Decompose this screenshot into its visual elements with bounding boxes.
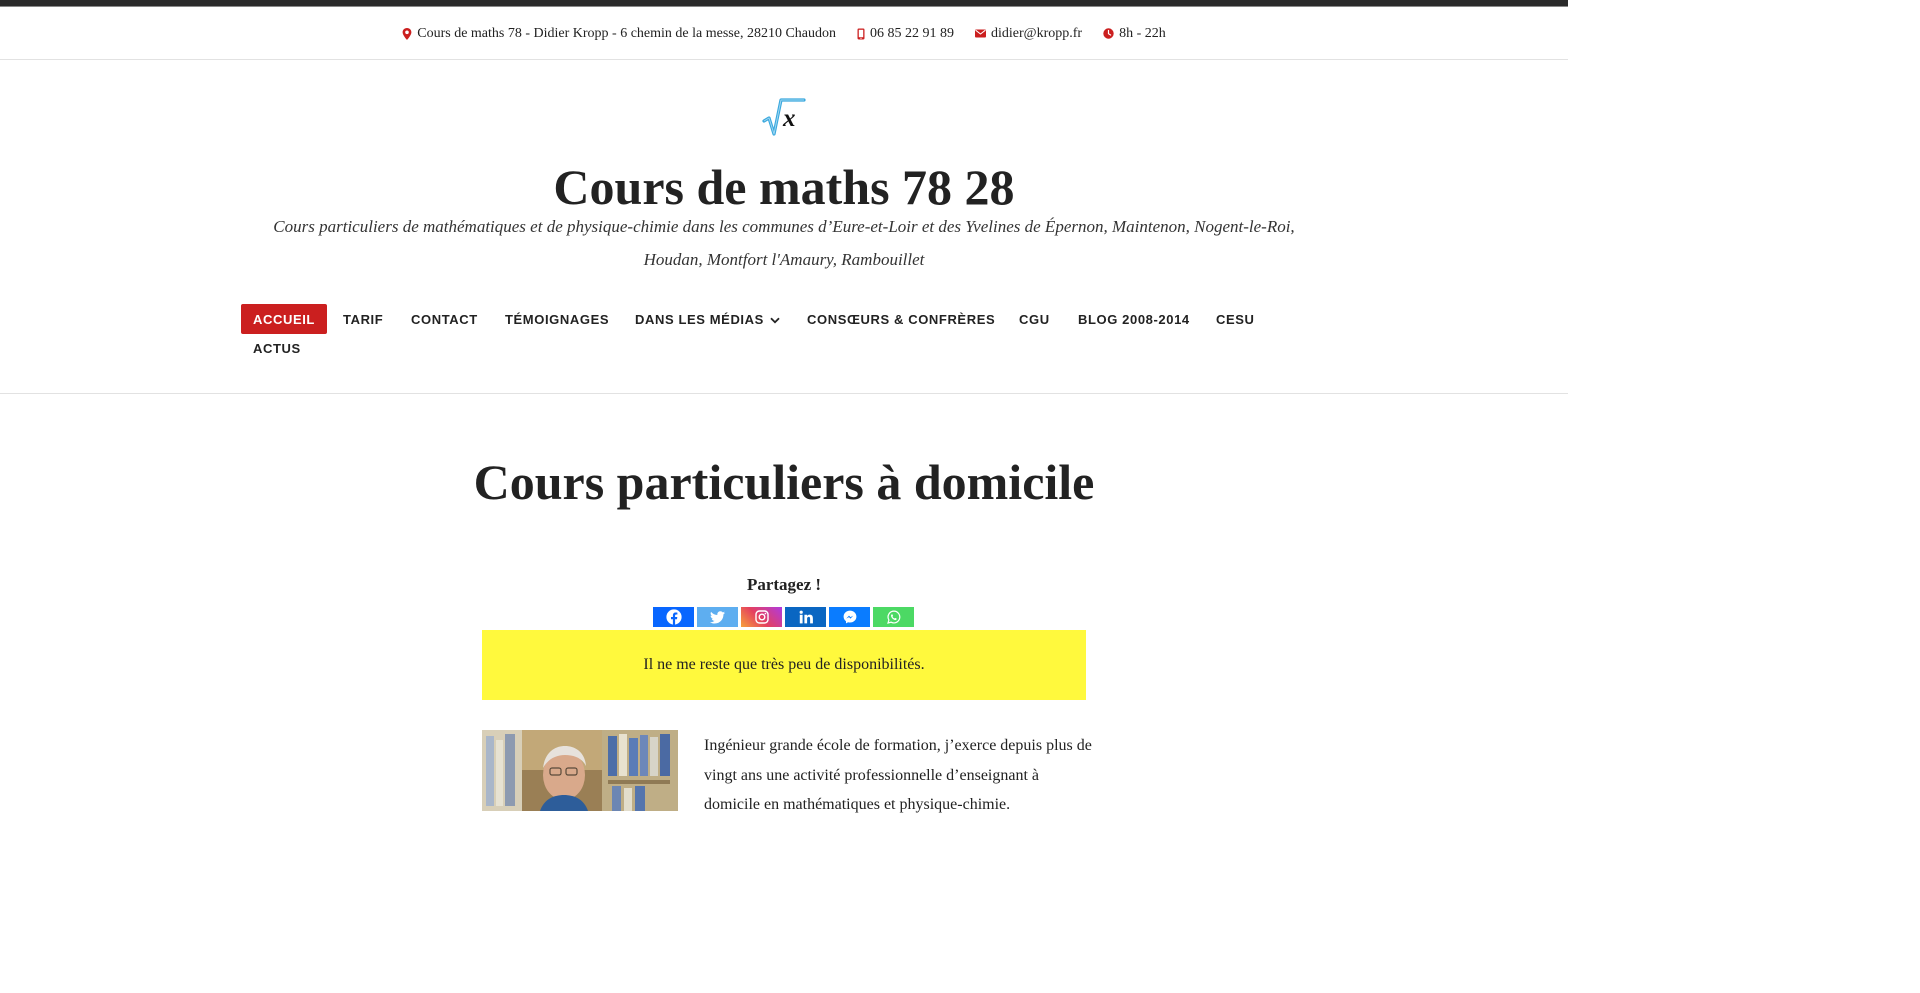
- nav-item-accueil[interactable]: ACCUEIL: [241, 304, 327, 334]
- share-twitter-button[interactable]: [697, 607, 738, 627]
- teacher-portrait-image: [482, 730, 678, 811]
- availability-notice-text: Il ne me reste que très peu de disponibilités.: [643, 656, 925, 673]
- share-messenger-button[interactable]: [829, 607, 870, 627]
- nav-item-temoignages[interactable]: TÉMOIGNAGES: [505, 311, 610, 327]
- nav-item-dans-les-medias[interactable]: [623, 304, 792, 334]
- instagram-icon: [755, 610, 769, 624]
- facebook-icon: [666, 609, 682, 625]
- address-text: Cours de maths 78 - Didier Kropp - 6 chemin de la messe, 28210 Chaudon: [417, 25, 837, 41]
- nav-item-actus[interactable]: ACTUS: [253, 340, 301, 356]
- page-title: Cours particuliers à domicile: [473, 454, 1095, 510]
- contact-address: [402, 26, 836, 42]
- share-linkedin-button[interactable]: [785, 607, 826, 627]
- share-facebook-button[interactable]: [653, 607, 694, 627]
- contact-bar: [0, 8, 1568, 60]
- email-text[interactable]: didier@kropp.fr: [991, 25, 1083, 41]
- site-logo[interactable]: [762, 96, 806, 138]
- teacher-photo: [482, 730, 678, 811]
- nav-item-cesu[interactable]: CESU: [1216, 311, 1255, 327]
- share-whatsapp-button[interactable]: [873, 607, 914, 627]
- header-divider: [0, 393, 1568, 394]
- intro-paragraph: Ingénieur grande école de formation, j’exerce depuis plus de vingt ans une activité professionnelle d’enseignant à domicile en mathématiques et physique-chimie.: [704, 737, 1092, 813]
- nav-item-cgu[interactable]: CGU: [1019, 311, 1050, 327]
- share-buttons: [653, 607, 914, 627]
- contact-phone[interactable]: [857, 26, 954, 42]
- hours-text: 8h - 22h: [1119, 25, 1166, 41]
- share-label: Partagez !: [746, 575, 822, 594]
- linkedin-icon: [799, 610, 813, 624]
- top-stripe: [0, 0, 1568, 7]
- share-instagram-button[interactable]: [741, 607, 782, 627]
- envelope-icon: [975, 29, 986, 38]
- map-pin-icon: [402, 28, 412, 40]
- phone-icon: [857, 28, 865, 40]
- nav-item-contact[interactable]: CONTACT: [411, 311, 478, 327]
- chevron-down-icon: [770, 312, 780, 327]
- nav-item-blog[interactable]: BLOG 2008-2014: [1078, 311, 1190, 327]
- nav-item-tarif[interactable]: TARIF: [343, 311, 384, 327]
- square-root-logo-icon: [762, 96, 806, 138]
- phone-text[interactable]: 06 85 22 91 89: [870, 25, 955, 41]
- site-tagline: Cours particuliers de mathématiques et de physique-chimie dans les communes d’Eure-et-Loir et des Yvelines de Épernon, Maintenon, Nogent-le-Roi, Houdan, Montfort l'Amaury, Rambouillet: [273, 217, 1295, 269]
- clock-icon: [1103, 28, 1114, 39]
- site-title[interactable]: Cours de maths 78 28: [553, 159, 1015, 215]
- contact-hours: [1103, 26, 1166, 42]
- contact-email[interactable]: [975, 26, 1082, 42]
- svg-text:x: x: [783, 105, 796, 132]
- messenger-icon: [843, 610, 857, 624]
- nav-item-consoeurs-confreres[interactable]: CONSŒURS & CONFRÈRES: [807, 311, 996, 327]
- twitter-icon: [710, 611, 725, 624]
- availability-notice: [482, 630, 1086, 700]
- nav-item-dans-les-medias-label: DANS LES MÉDIAS: [635, 311, 764, 327]
- whatsapp-icon: [887, 610, 901, 624]
